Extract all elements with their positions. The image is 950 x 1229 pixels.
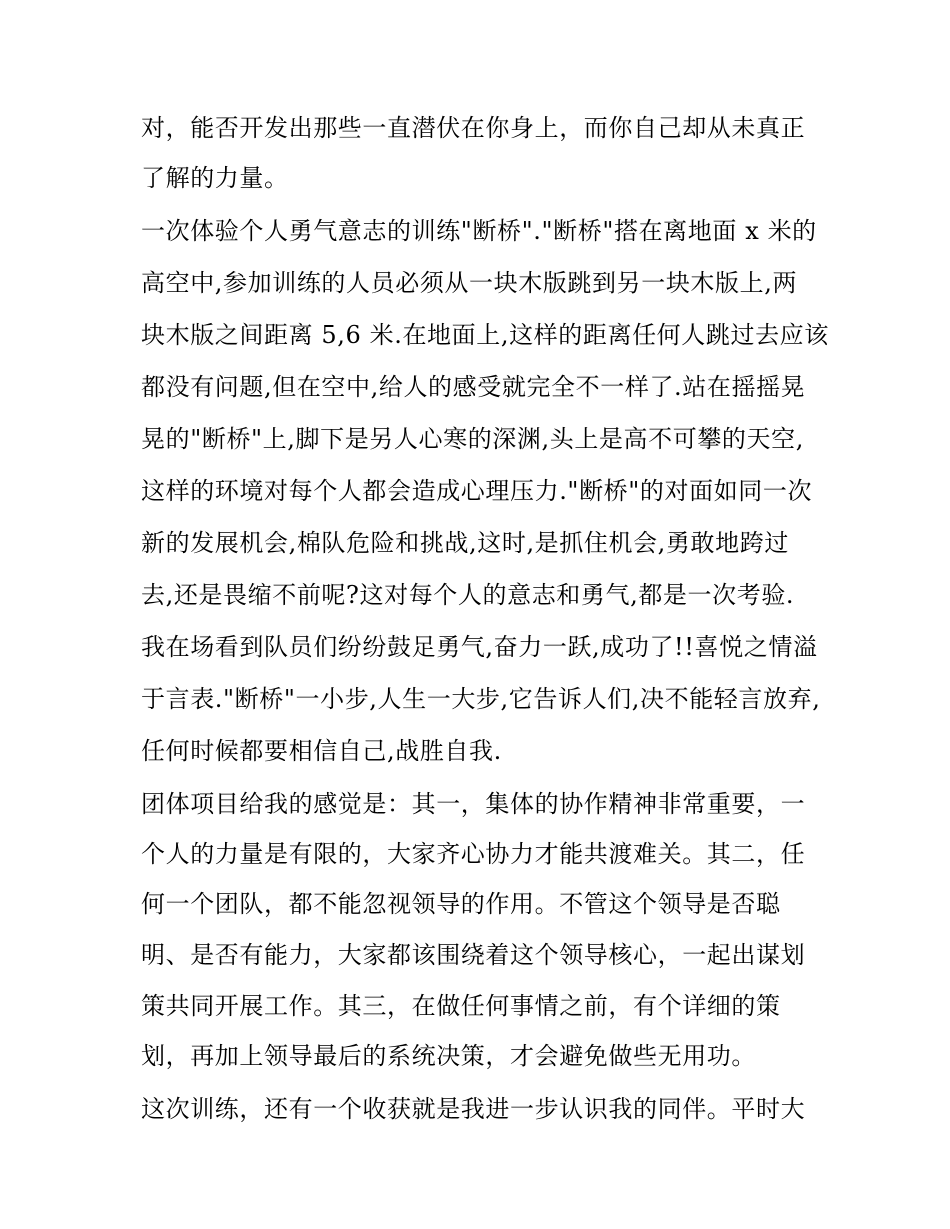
- text-line: 一次体验个人勇气意志的训练"断桥"."断桥"搭在离地面 x 米的: [141, 217, 817, 245]
- text-line: 块木版之间距离 5,6 米.在地面上,这样的距离任何人跳过去应该: [141, 321, 829, 349]
- text-line: 这样的环境对每个人都会造成心理压力."断桥"的对面如同一次: [141, 477, 813, 505]
- text-line: 对，能否开发出那些一直潜伏在你身上，而你自己却从未真正: [141, 114, 806, 142]
- text-line: 都没有问题,但在空中,给人的感受就完全不一样了.站在摇摇晃: [141, 373, 806, 401]
- text-line: 于言表."断桥"一小步,人生一大步,它告诉人们,决不能轻言放弃,: [141, 685, 821, 713]
- text-line: 个人的力量是有限的，大家齐心协力才能共渡难关。其二，任: [141, 840, 806, 868]
- text-line: 划，再加上领导最后的系统决策，才会避免做些无用功。: [141, 1042, 756, 1070]
- text-line: 明、是否有能力，大家都该围绕着这个领导核心，一起出谋划: [141, 941, 806, 969]
- text-line: 我在场看到队员们纷纷鼓足勇气,奋力一跃,成功了!!喜悦之情溢: [141, 633, 818, 661]
- text-line: 策共同开展工作。其三，在做任何事情之前，有个详细的策: [141, 992, 781, 1020]
- text-line: 何一个团队，都不能忽视领导的作用。不管这个领导是否聪: [141, 890, 781, 918]
- text-line: 高空中,参加训练的人员必须从一块木版跳到另一块木版上,两: [141, 269, 798, 297]
- text-line: 晃的"断桥"上,脚下是另人心寒的深渊,头上是高不可攀的天空,: [141, 425, 804, 453]
- text-line: 这次训练，还有一个收获就是我进一步认识我的同伴。平时大: [141, 1095, 806, 1123]
- text-line: 去,还是畏缩不前呢?这对每个人的意志和勇气,都是一次考验.: [141, 581, 795, 609]
- text-line: 任何时候都要相信自己,战胜自我.: [141, 737, 502, 765]
- text-line: 了解的力量。: [141, 164, 289, 192]
- text-line: 团体项目给我的感觉是：其一，集体的协作精神非常重要，一: [141, 790, 806, 818]
- text-line: 新的发展机会,棉队危险和挑战,这时,是抓住机会,勇敢地跨过: [141, 529, 789, 557]
